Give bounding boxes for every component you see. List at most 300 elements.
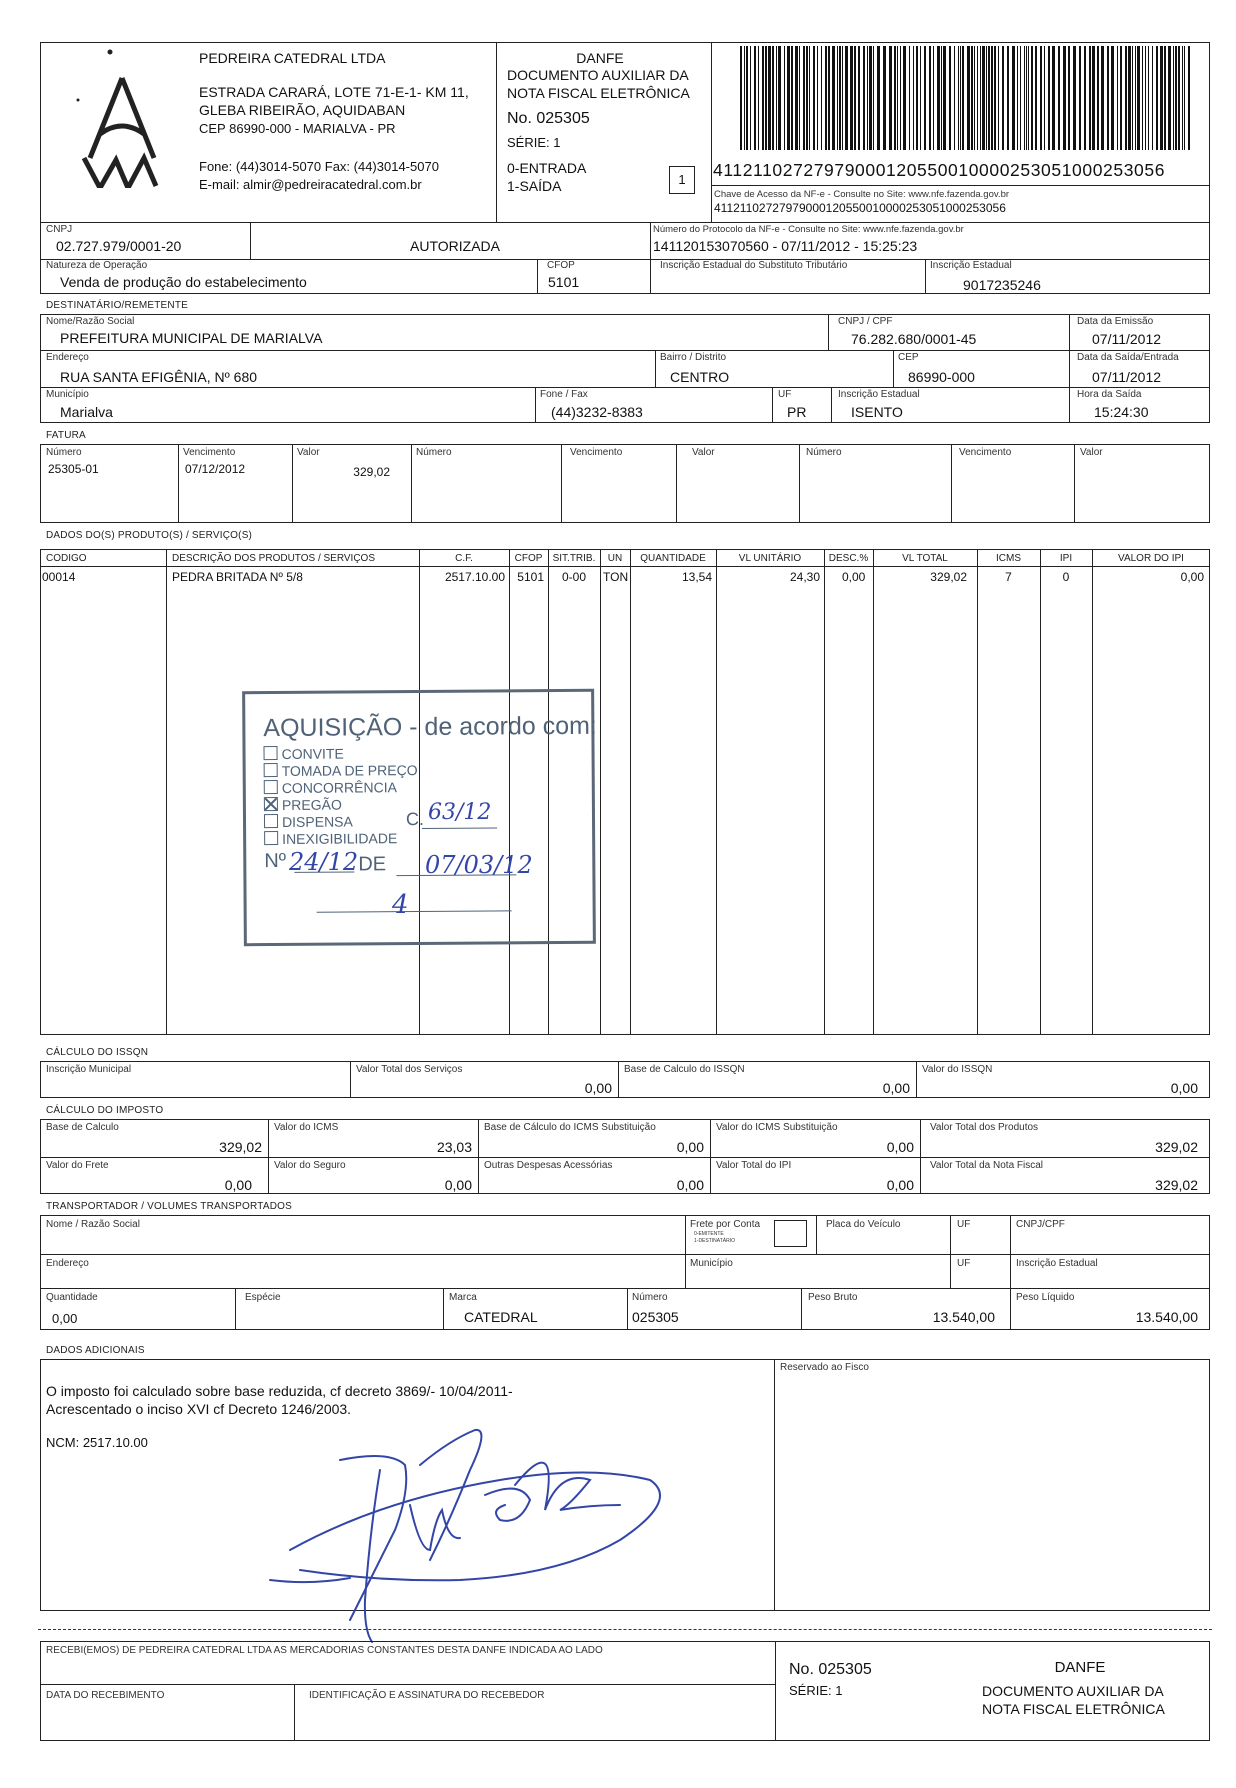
barcode-bar — [991, 46, 993, 150]
dest-nome-label: Nome/Razão Social — [46, 316, 135, 327]
barcode-bar — [845, 46, 848, 150]
barcode-bar — [954, 46, 955, 150]
col-valor-ipi: VALOR DO IPI — [1118, 553, 1184, 564]
barcode-bar — [986, 46, 987, 150]
barcode-bar — [1089, 46, 1091, 150]
stamp-opt-dispensa: DISPENSA — [281, 813, 353, 830]
imp-icms-st: 0,00 — [886, 1139, 914, 1155]
barcode-bar — [949, 46, 951, 150]
transp-marca: CATEDRAL — [464, 1309, 538, 1325]
adicionais-ncm: NCM: 2517.10.00 — [46, 1435, 148, 1450]
barcode-bar — [842, 46, 843, 150]
col-un: UN — [607, 553, 623, 564]
imp-seguro: 0,00 — [444, 1177, 472, 1193]
barcode-bar — [828, 46, 830, 150]
item-valor-ipi: 0,00 — [1180, 570, 1204, 584]
barcode-bar — [837, 46, 838, 150]
item-desc: 0,00 — [842, 570, 866, 584]
ie-st-label: Inscrição Estadual do Substituto Tributário — [660, 260, 848, 271]
cfop-label: CFOP — [547, 260, 575, 271]
barcode-bar — [1117, 46, 1118, 150]
barcode-bar — [1026, 46, 1027, 150]
dest-bairro: CENTRO — [670, 369, 730, 385]
transp-peso-liquido: 13.540,00 — [1135, 1309, 1198, 1325]
barcode-bar — [1020, 46, 1021, 150]
dest-municipio: Marialva — [60, 404, 113, 420]
barcode-bar — [1002, 46, 1004, 150]
barcode-bar — [1031, 46, 1033, 150]
barcode-bar — [873, 46, 874, 150]
transp-frete-label: Frete por Conta — [690, 1219, 761, 1230]
reservado-fisco-label: Reservado ao Fisco — [780, 1362, 869, 1373]
checkbox-dispensa — [264, 814, 278, 828]
transp-frete-op2: 1-DESTINATÁRIO — [694, 1238, 736, 1244]
fatura-numero: 25305-01 — [48, 462, 99, 476]
company-cep: CEP 86990-000 - MARIALVA - PR — [199, 121, 396, 136]
barcode-bar — [1052, 46, 1055, 150]
imposto-section-title: CÁLCULO DO IMPOSTO — [46, 1105, 164, 1116]
item-descricao: PEDRA BRITADA Nº 5/8 — [172, 570, 303, 584]
fatura-vencimento-label-1: Vencimento — [183, 447, 236, 458]
fatura-vencimento-label-2: Vencimento — [570, 447, 623, 458]
barcode-bar — [913, 46, 914, 150]
access-key-label: Chave de Acesso da NF-e - Consulte no Site: www.nfe.fazenda.gov.br — [714, 189, 1010, 200]
imp-seguro-label: Valor do Seguro — [274, 1160, 346, 1171]
imp-frete-label: Valor do Frete — [46, 1160, 109, 1171]
dest-hora: 15:24:30 — [1094, 404, 1149, 420]
checkbox-tomada — [264, 763, 278, 777]
checkbox-concorrencia — [264, 780, 278, 794]
status-authorized: AUTORIZADA — [410, 238, 500, 254]
barcode-bar — [1017, 46, 1018, 150]
imp-icms-st-label: Valor do ICMS Substituição — [716, 1122, 838, 1133]
barcode-bar — [850, 46, 853, 150]
barcode-bar — [1073, 46, 1076, 150]
stamp-handwritten-data: 07/03/12 — [425, 851, 533, 879]
imp-total-nota: 329,02 — [1155, 1177, 1198, 1193]
canhoto-doc-2: NOTA FISCAL ELETRÔNICA — [982, 1701, 1165, 1717]
barcode-bar — [1079, 46, 1081, 150]
adicionais-texto-1: O imposto foi calculado sobre base reduzida, cf decreto 3869/- 10/04/2011- — [46, 1383, 513, 1399]
barcode-bar — [858, 46, 860, 150]
barcode-bar — [1164, 46, 1166, 150]
col-desc: DESC.% — [828, 553, 869, 564]
canhoto-separator — [38, 1629, 1212, 1630]
barcode-bar — [894, 46, 896, 150]
canhoto-assinatura-label: IDENTIFICAÇÃO E ASSINATURA DO RECEBEDOR — [309, 1690, 545, 1701]
transp-qtd-label: Quantidade — [46, 1292, 98, 1303]
protocol-label: Número do Protocolo da NF-e - Consulte no Site: www.nfe.fazenda.gov.br — [653, 224, 964, 235]
dest-cep: 86990-000 — [908, 369, 975, 385]
barcode-bar — [754, 46, 756, 150]
imp-ipi: 0,00 — [886, 1177, 914, 1193]
handwritten-signature — [260, 1410, 680, 1650]
danfe-series: SÉRIE: 1 — [507, 135, 561, 150]
barcode-bar — [869, 46, 872, 150]
barcode-bar — [1107, 46, 1109, 150]
barcode-bar — [1168, 46, 1171, 150]
barcode-bar — [941, 46, 942, 150]
dest-endereco: RUA SANTA EFIGÊNIA, Nº 680 — [60, 369, 258, 385]
item-codigo: 00014 — [42, 570, 76, 584]
danfe-saida: 1-SAÍDA — [507, 178, 562, 194]
barcode-bar — [744, 46, 745, 150]
barcode-bar — [746, 46, 748, 150]
item-vl-unitario: 24,30 — [789, 570, 820, 584]
stamp-title: AQUISIÇÃO - de acordo com: — [263, 711, 597, 743]
imp-base-label: Base de Calculo — [46, 1122, 119, 1133]
item-quantidade: 13,54 — [681, 570, 712, 584]
barcode-bar — [795, 46, 798, 150]
dest-cep-label: CEP — [898, 352, 919, 363]
barcode-bar — [897, 46, 898, 150]
dest-emissao: 07/11/2012 — [1092, 331, 1162, 347]
transp-especie-label: Espécie — [245, 1292, 281, 1303]
transp-ie-label: Inscrição Estadual — [1016, 1258, 1098, 1269]
transporte-section-title: TRANSPORTADOR / VOLUMES TRANSPORTADOS — [46, 1201, 292, 1212]
dest-ie: ISENTO — [851, 404, 903, 420]
barcode-bar — [776, 46, 777, 150]
imp-ipi-label: Valor Total do IPI — [716, 1160, 792, 1171]
barcode-bar — [924, 46, 926, 150]
barcode-bar — [750, 46, 751, 150]
dest-uf-label: UF — [778, 389, 792, 400]
fatura-vencimento: 07/12/2012 — [185, 462, 246, 476]
barcode-bar — [903, 46, 906, 150]
issqn-section-title: CÁLCULO DO ISSQN — [46, 1047, 149, 1058]
barcode-bar — [817, 46, 818, 150]
barcode-bar — [832, 46, 835, 150]
dest-nome: PREFEITURA MUNICIPAL DE MARIALVA — [60, 330, 323, 346]
barcode-bar — [1132, 46, 1133, 150]
danfe-sub-2: NOTA FISCAL ELETRÔNICA — [507, 85, 690, 101]
dest-ie-label: Inscrição Estadual — [838, 389, 920, 400]
canhoto-serie: SÉRIE: 1 — [789, 1683, 843, 1698]
barcode-bar — [787, 46, 790, 150]
col-cfop: CFOP — [514, 553, 543, 564]
barcode-bar — [1012, 46, 1015, 150]
barcode-bar — [1145, 46, 1146, 150]
barcode-bar — [988, 46, 990, 150]
danfe-type-value: 1 — [678, 172, 686, 187]
company-name: PEDREIRA CATEDRAL LTDA — [199, 50, 386, 66]
stamp-handwritten-numero: 24/12 — [289, 848, 359, 876]
issqn-im-label: Inscrição Municipal — [46, 1064, 132, 1075]
transp-frete-op1: 0-EMITENTE — [694, 1231, 724, 1237]
barcode-bar — [943, 46, 946, 150]
transp-qtd: 0,00 — [52, 1311, 78, 1326]
barcode-bar — [1148, 46, 1149, 150]
item-icms: 7 — [1005, 570, 1012, 584]
danfe-title: DANFE — [576, 50, 624, 66]
imp-frete: 0,00 — [224, 1177, 252, 1193]
barcode-bar — [821, 46, 822, 150]
canhoto-danfe: DANFE — [1054, 1659, 1106, 1676]
issqn-total-label: Valor Total dos Serviços — [356, 1064, 463, 1075]
company-address-1: ESTRADA CARARÁ, LOTE 71-E-1- KM 11, — [199, 84, 469, 100]
checkbox-inexigibilidade — [264, 831, 278, 845]
danfe-entrada: 0-ENTRADA — [507, 160, 587, 176]
acquisition-stamp — [242, 689, 596, 946]
transp-endereco-label: Endereço — [46, 1258, 89, 1269]
dest-saida-label: Data da Saída/Entrada — [1077, 352, 1179, 363]
item-cfop: 5101 — [517, 570, 544, 584]
dest-bairro-label: Bairro / Distrito — [660, 352, 727, 363]
transp-cnpj-label: CNPJ/CPF — [1016, 1219, 1065, 1230]
destinatario-section-title: DESTINATÁRIO/REMETENTE — [46, 300, 189, 311]
barcode-bar — [960, 46, 961, 150]
stamp-c-label: C. — [405, 808, 425, 830]
barcode-bar — [1044, 46, 1045, 150]
imp-total-prod-label: Valor Total dos Produtos — [930, 1122, 1039, 1133]
barcode-bar — [982, 46, 985, 150]
fatura-numero-label-3: Número — [806, 447, 842, 458]
imp-outras: 0,00 — [676, 1177, 704, 1193]
col-sit-trib: SIT.TRIB. — [552, 553, 596, 564]
barcode-bar — [1007, 46, 1009, 150]
barcode-bar — [1040, 46, 1042, 150]
barcode-bar — [1142, 46, 1143, 150]
dest-uf: PR — [787, 404, 807, 420]
barcode-bar — [883, 46, 886, 150]
barcode-bar — [920, 46, 921, 150]
canhoto-numero: No. 025305 — [789, 1661, 872, 1678]
issqn-base: 0,00 — [882, 1080, 910, 1096]
canhoto-data-label: DATA DO RECEBIMENTO — [46, 1690, 165, 1701]
barcode-bar — [825, 46, 827, 150]
checkbox-pregao-checked — [264, 797, 278, 811]
barcode-bar — [974, 46, 975, 150]
barcode-bar — [854, 46, 856, 150]
col-descricao: DESCRIÇÃO DOS PRODUTOS / SERVIÇOS — [172, 553, 376, 564]
barcode-bar — [1097, 46, 1099, 150]
fatura-section-title: FATURA — [46, 430, 86, 441]
fatura-valor: 329,02 — [353, 465, 390, 479]
barcode-bar — [758, 46, 759, 150]
transp-uf-label: UF — [957, 1219, 971, 1230]
stamp-handwritten-c: 63/12 — [428, 800, 492, 825]
barcode-bar — [1024, 46, 1025, 150]
dest-hora-label: Hora da Saída — [1077, 389, 1142, 400]
imp-icms: 23,03 — [436, 1139, 472, 1155]
transp-frete-box — [774, 1220, 807, 1247]
barcode-bar — [1048, 46, 1050, 150]
stamp-opt-tomada: TOMADA DE PREÇO — [281, 762, 418, 779]
col-vl-unitario: VL UNITÁRIO — [738, 553, 802, 564]
imp-base-st-label: Base de Cálculo do ICMS Substituição — [484, 1122, 656, 1133]
col-quantidade: QUANTIDADE — [640, 553, 706, 564]
ie-label: Inscrição Estadual — [930, 260, 1012, 271]
barcode-bar — [1188, 46, 1190, 150]
issqn-total: 0,00 — [584, 1080, 612, 1096]
fatura-numero-label-2: Número — [416, 447, 452, 458]
transp-marca-label: Marca — [449, 1292, 477, 1303]
item-vl-total: 329,02 — [930, 570, 967, 584]
col-cf: C.F. — [455, 553, 473, 564]
barcode-bar — [962, 46, 964, 150]
barcode-bar — [1178, 46, 1180, 150]
cnpj-label: CNPJ — [46, 224, 73, 235]
dest-fone: (44)3232-8383 — [551, 404, 643, 420]
barcode-bar — [784, 46, 785, 150]
barcode-bar — [933, 46, 934, 150]
barcode-bar — [967, 46, 970, 150]
fatura-valor-label-3: Valor — [1080, 447, 1103, 458]
barcode-bar — [765, 46, 767, 150]
barcode-bar — [977, 46, 978, 150]
access-key-small: 41121102727979000120550010000253051000253056 — [714, 201, 1006, 215]
barcode-bar — [889, 46, 892, 150]
barcode-bar — [809, 46, 810, 150]
barcode-bar — [1084, 46, 1086, 150]
item-ipi: 0 — [1062, 570, 1070, 584]
dest-cnpj-label: CNPJ / CPF — [838, 316, 893, 327]
issqn-base-label: Base de Calculo do ISSQN — [624, 1064, 745, 1075]
stamp-opt-inexigibilidade: INEXIGIBILIDADE — [282, 830, 398, 847]
barcode-bar — [806, 46, 808, 150]
barcode-bar — [900, 46, 901, 150]
barcode-bar — [762, 46, 764, 150]
transp-peso-bruto: 13.540,00 — [932, 1309, 995, 1325]
barcode-bar — [791, 46, 793, 150]
danfe-number: No. 025305 — [507, 110, 590, 127]
stamp-handwritten-extra: 4 — [392, 890, 409, 920]
stamp-de-label: DE — [358, 853, 387, 876]
adicionais-section-title: DADOS ADICIONAIS — [46, 1345, 145, 1356]
barcode-bar — [772, 46, 774, 150]
fatura-numero-label-1: Número — [46, 447, 82, 458]
canhoto-recebemos: RECEBI(EMOS) DE PEDREIRA CATEDRAL LTDA AS MERCADORIAS CONSTANTES DESTA DANFE INDICADA AO LADO — [46, 1645, 603, 1656]
access-key-large: 41121102727979000120550010000253051000253056 — [713, 160, 1166, 180]
fatura-valor-label-1: Valor — [297, 447, 320, 458]
canhoto-doc-1: DOCUMENTO AUXILIAR DA — [982, 1683, 1164, 1699]
transp-peso-liquido-label: Peso Líquido — [1016, 1292, 1075, 1303]
dest-emissao-label: Data da Emissão — [1077, 316, 1154, 327]
barcode-bar — [1092, 46, 1095, 150]
barcode-bar — [740, 46, 742, 150]
transp-nome-label: Nome / Razão Social — [46, 1219, 140, 1230]
barcode-bar — [909, 46, 910, 150]
company-address-2: GLEBA RIBEIRÃO, AQUIDABAN — [199, 102, 406, 118]
stamp-opt-concorrencia: CONCORRÊNCIA — [281, 779, 397, 796]
stamp-opt-convite: CONVITE — [281, 745, 344, 762]
item-un: TON — [603, 570, 629, 584]
transp-municipio-label: Município — [690, 1258, 733, 1269]
protocol-value: 141120153070560 - 07/11/2012 - 15:25:23 — [653, 238, 918, 254]
barcode-bar — [813, 46, 815, 150]
barcode-bar — [1035, 46, 1037, 150]
imp-base-st: 0,00 — [676, 1139, 704, 1155]
company-logo — [70, 48, 170, 188]
barcode-bar — [803, 46, 805, 150]
col-vl-total: VL TOTAL — [902, 553, 948, 564]
barcode-bar — [1111, 46, 1114, 150]
issqn-valor-label: Valor do ISSQN — [922, 1064, 993, 1075]
barcode-bar — [1058, 46, 1060, 150]
col-icms: ICMS — [996, 553, 1021, 564]
barcode-bar — [1173, 46, 1174, 150]
barcode-bar — [958, 46, 959, 150]
produtos-section-title: DADOS DO(S) PRODUTO(S) / SERVIÇO(S) — [46, 530, 253, 541]
col-ipi: IPI — [1059, 553, 1073, 564]
dest-fone-label: Fone / Fax — [540, 389, 588, 400]
barcode-bar — [1063, 46, 1066, 150]
barcode-bar — [1128, 46, 1131, 150]
stamp-numero-label: Nº — [264, 849, 287, 873]
transp-numero-label: Número — [632, 1292, 668, 1303]
natureza-value: Venda de produção do estabelecimento — [60, 274, 307, 290]
barcode-bar — [1125, 46, 1127, 150]
transp-placa-label: Placa do Veículo — [826, 1219, 901, 1230]
item-sit-trib: 0-00 — [561, 570, 587, 584]
barcode-bar — [1156, 46, 1158, 150]
barcode-bar — [1160, 46, 1163, 150]
adicionais-texto-2: Acrescentado o inciso XVI cf Decreto 1246/2003. — [46, 1401, 352, 1417]
barcode-bar — [971, 46, 973, 150]
checkbox-convite — [263, 746, 277, 760]
dest-municipio-label: Município — [46, 389, 89, 400]
barcode-bar — [1137, 46, 1140, 150]
barcode-bar — [877, 46, 880, 150]
imp-outras-label: Outras Despesas Acessórias — [484, 1160, 613, 1171]
stamp-opt-pregao: PREGÃO — [281, 796, 342, 813]
barcode-bar — [916, 46, 918, 150]
barcode-bar — [1184, 46, 1185, 150]
barcode-bar — [998, 46, 999, 150]
dest-saida: 07/11/2012 — [1092, 369, 1162, 385]
imp-icms-label: Valor do ICMS — [274, 1122, 339, 1133]
barcode-bar — [1120, 46, 1122, 150]
barcode-bar — [1135, 46, 1136, 150]
barcode-bar — [1182, 46, 1183, 150]
barcode — [740, 46, 1195, 150]
barcode-bar — [980, 46, 981, 150]
item-cf: 2517.10.00 — [444, 570, 505, 584]
dest-endereco-label: Endereço — [46, 352, 89, 363]
imp-base: 329,02 — [219, 1139, 262, 1155]
cnpj-value: 02.727.979/0001-20 — [56, 238, 182, 254]
company-phone: Fone: (44)3014-5070 Fax: (44)3014-5070 — [199, 159, 439, 174]
imp-total-prod: 329,02 — [1155, 1139, 1198, 1155]
dest-cnpj: 76.282.680/0001-45 — [851, 331, 977, 347]
barcode-bar — [1068, 46, 1070, 150]
ie-value: 9017235246 — [963, 277, 1041, 293]
company-email: E-mail: almir@pedreiracatedral.com.br — [199, 177, 422, 192]
imp-total-nota-label: Valor Total da Nota Fiscal — [930, 1160, 1044, 1171]
transp-peso-bruto-label: Peso Bruto — [808, 1292, 858, 1303]
barcode-bar — [839, 46, 841, 150]
barcode-bar — [867, 46, 868, 150]
barcode-bar — [799, 46, 800, 150]
cfop-value: 5101 — [548, 274, 580, 290]
barcode-bar — [768, 46, 771, 150]
barcode-bar — [1028, 46, 1029, 150]
barcode-bar — [929, 46, 931, 150]
barcode-bar — [1175, 46, 1177, 150]
fatura-vencimento-label-3: Vencimento — [959, 447, 1012, 458]
barcode-bar — [863, 46, 865, 150]
barcode-bar — [1152, 46, 1153, 150]
natureza-label: Natureza de Operação — [46, 260, 148, 271]
transp-uf2-label: UF — [957, 1258, 971, 1269]
transp-numero: 025305 — [632, 1309, 679, 1325]
fatura-valor-label-2: Valor — [692, 447, 715, 458]
barcode-bar — [937, 46, 940, 150]
danfe-sub-1: DOCUMENTO AUXILIAR DA — [507, 67, 689, 83]
barcode-bar — [1101, 46, 1104, 150]
barcode-bar — [994, 46, 996, 150]
barcode-bar — [778, 46, 781, 150]
